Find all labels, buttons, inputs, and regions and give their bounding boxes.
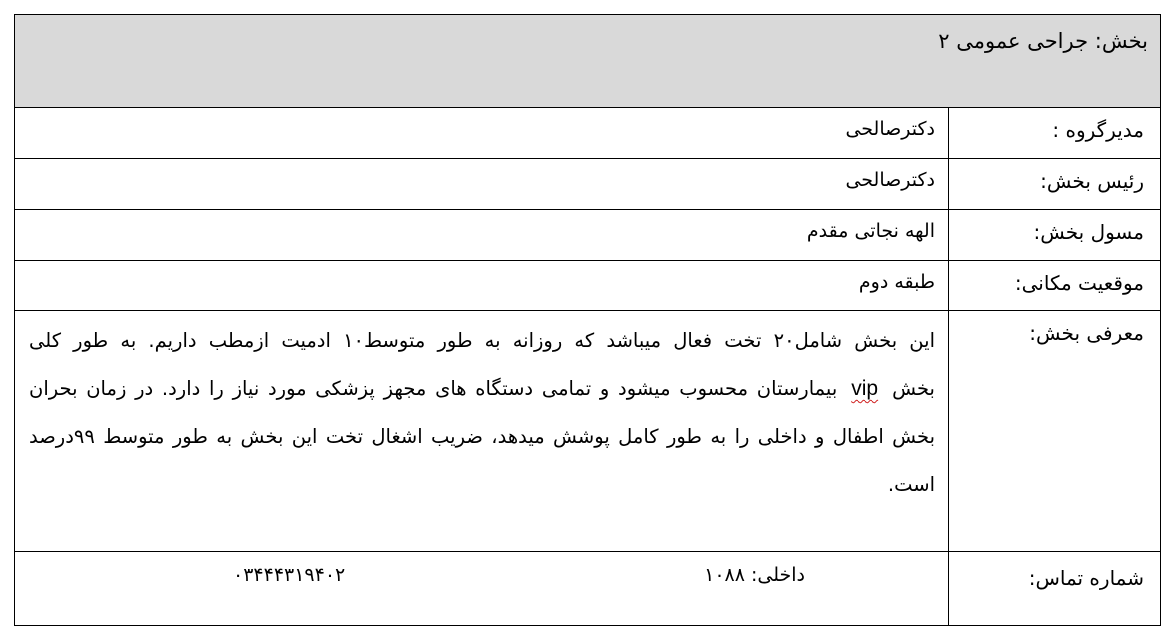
department-head-label-cell bbox=[948, 159, 1160, 209]
group-manager-value: دکترصالحی bbox=[845, 118, 935, 140]
department-info-table bbox=[14, 14, 1161, 626]
introduction-text-part-1: این بخش شامل۲۰ تخت فعال میباشد که روزانه به طور متوسط۱۰ ادمیت ازمطب داریم. به طور کلی بخش bbox=[29, 329, 935, 400]
department-officer-label-cell bbox=[948, 210, 1160, 260]
department-title-row bbox=[15, 15, 1160, 108]
department-title: بخش: جراحی عمومی ۲ bbox=[938, 29, 1148, 53]
department-officer-value: الهه نجاتی مقدم bbox=[806, 220, 935, 242]
department-head-label: رئیس بخش: bbox=[1040, 169, 1144, 193]
contact-row bbox=[15, 552, 1160, 625]
group-manager-row bbox=[15, 108, 1160, 159]
phone-number: ۰۳۴۴۴۳۱۹۴۰۲ bbox=[233, 564, 346, 586]
contact-label: شماره تماس: bbox=[1028, 566, 1144, 590]
department-head-row bbox=[15, 159, 1160, 210]
introduction-label: معرفی بخش: bbox=[1029, 321, 1144, 345]
contact-label-cell bbox=[948, 552, 1160, 625]
introduction-label-cell bbox=[948, 311, 1160, 551]
department-officer-label: مسول بخش: bbox=[1033, 220, 1144, 244]
location-row bbox=[15, 261, 1160, 311]
location-value: طبقه دوم bbox=[858, 271, 935, 293]
department-head-value: دکترصالحی bbox=[845, 169, 935, 191]
introduction-text-part-2: بیمارستان محسوب میشود و تمامی دستگاه های مجهز پزشکی مورد نیاز را دارد. در زمان بحران بخش اطفال و داخلی را به طور کامل پوشش میدهد، ضریب اشغال تخت این بخش به طور متوسط ۹۹درصد است. bbox=[29, 377, 935, 496]
location-label: موقعیت مکانی: bbox=[1014, 271, 1144, 295]
introduction-paragraph bbox=[29, 317, 935, 509]
group-manager-label-cell bbox=[948, 108, 1160, 158]
location-label-cell bbox=[948, 261, 1160, 310]
group-manager-label: مدیرگروه : bbox=[1052, 118, 1144, 142]
introduction-row bbox=[15, 311, 1160, 552]
vip-word: vip bbox=[851, 377, 879, 400]
extension-number: داخلی: ۱۰۸۸ bbox=[704, 564, 805, 586]
department-officer-row bbox=[15, 210, 1160, 261]
